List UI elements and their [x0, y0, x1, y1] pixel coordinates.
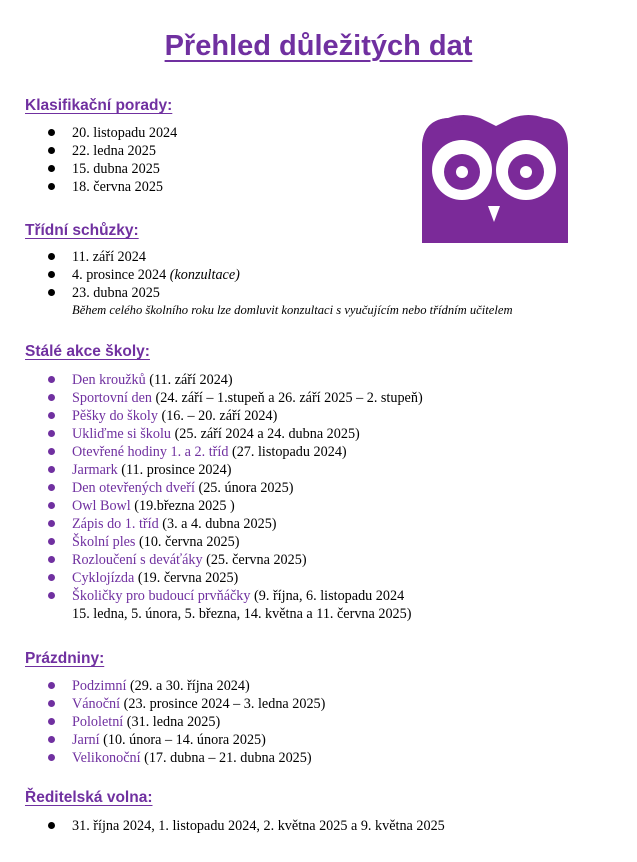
event-name: Školní ples	[72, 534, 136, 550]
event-date: (24. září – 1.stupeň a 26. září 2025 – 2. stupeň)	[152, 390, 423, 406]
list-item	[0, 695, 325, 713]
holiday-name: Vánoční	[72, 696, 121, 712]
bullet-icon	[48, 412, 55, 419]
event-date: (11. prosince 2024)	[117, 462, 232, 478]
event-name: Sportovní den	[72, 390, 152, 406]
bullet-icon	[48, 394, 55, 401]
event-date: (27. listopadu 2024)	[228, 444, 347, 460]
bullet-icon	[48, 574, 55, 581]
list-klasifikace	[0, 124, 177, 196]
event-date: (11. září 2024)	[145, 372, 233, 388]
list-item	[0, 551, 423, 569]
item-text: 15. dubna 2025	[72, 161, 160, 177]
heading-schuzky: Třídní schůzky:	[25, 222, 139, 239]
event-name: Pěšky do školy	[72, 408, 158, 424]
list-item	[0, 443, 423, 461]
item-text: 11. září 2024	[72, 249, 146, 265]
list-item	[0, 284, 513, 318]
item-note: (konzultace)	[169, 267, 240, 283]
bullet-icon	[48, 448, 55, 455]
list-item	[0, 479, 423, 497]
bullet-icon	[48, 376, 55, 383]
list-item	[0, 124, 177, 142]
event-name: Owl Bowl	[72, 498, 131, 514]
item-note: Během celého školního roku lze domluvit konzultaci s vyučujícím nebo třídním učitelem	[72, 303, 513, 317]
list-item	[0, 677, 325, 695]
event-name: Den otevřených dveří	[72, 480, 195, 496]
bullet-icon	[48, 538, 55, 545]
list-item	[0, 533, 423, 551]
bullet-icon	[48, 682, 55, 689]
list-item	[0, 497, 423, 515]
bullet-icon	[48, 502, 55, 509]
list-item	[0, 731, 325, 749]
holiday-date: (10. února – 14. února 2025)	[99, 732, 266, 748]
event-date-continued: 15. ledna, 5. února, 5. března, 14. května a 11. června 2025)	[72, 606, 412, 622]
list-akce	[0, 371, 423, 623]
list-item	[0, 160, 177, 178]
bullet-icon	[48, 736, 55, 743]
bullet-icon	[48, 700, 55, 707]
event-date: (16. – 20. září 2024)	[157, 408, 278, 424]
event-date: (25. února 2025)	[194, 480, 294, 496]
holiday-date: (23. prosince 2024 – 3. ledna 2025)	[120, 696, 326, 712]
heading-klasifikace: Klasifikační porady:	[25, 97, 173, 114]
list-item	[0, 713, 325, 731]
bullet-icon	[48, 165, 55, 172]
heading-akce: Stálé akce školy:	[25, 343, 150, 360]
list-item	[0, 178, 177, 196]
list-schuzky	[0, 248, 513, 318]
item-text: 31. října 2024, 1. listopadu 2024, 2. května 2025 a 9. května 2025	[72, 818, 445, 834]
list-item	[0, 425, 423, 443]
bullet-icon	[48, 129, 55, 136]
holiday-date: (29. a 30. října 2024)	[126, 678, 250, 694]
event-name: Zápis do 1. tříd	[72, 516, 159, 532]
item-text: 4. prosince 2024	[72, 267, 170, 283]
event-date: (25. září 2024 a 24. dubna 2025)	[171, 426, 360, 442]
bullet-icon	[48, 466, 55, 473]
list-item	[0, 248, 513, 266]
event-date: (25. června 2025)	[202, 552, 307, 568]
bullet-icon	[48, 556, 55, 563]
event-date: (9. října, 6. listopadu 2024	[250, 588, 405, 604]
bullet-icon	[48, 754, 55, 761]
bullet-icon	[48, 718, 55, 725]
event-name: Den kroužků	[72, 372, 146, 388]
holiday-name: Velikonoční	[72, 750, 141, 766]
item-text: 18. června 2025	[72, 179, 164, 195]
event-name: Školičky pro budoucí prvňáčky	[72, 588, 251, 604]
list-item	[0, 389, 423, 407]
bullet-icon	[48, 271, 55, 278]
item-text: 23. dubna 2025	[72, 285, 160, 301]
list-item	[0, 515, 423, 533]
list-item	[0, 266, 513, 284]
event-name: Ukliďme si školu	[72, 426, 172, 442]
event-date: (19. června 2025)	[134, 570, 239, 586]
owl-icon	[408, 108, 578, 248]
list-volna	[0, 817, 445, 835]
event-name: Rozloučení s deváťáky	[72, 552, 203, 568]
item-text: 20. listopadu 2024	[72, 125, 178, 141]
event-name: Cyklojízda	[72, 570, 135, 586]
event-date: (19.března 2025 )	[130, 498, 235, 514]
event-name: Otevřené hodiny 1. a 2. tříd	[72, 444, 229, 460]
holiday-date: (17. dubna – 21. dubna 2025)	[140, 750, 312, 766]
bullet-icon	[48, 183, 55, 190]
bullet-icon	[48, 484, 55, 491]
event-date: (10. června 2025)	[135, 534, 240, 550]
list-item	[0, 817, 445, 835]
list-item	[0, 749, 325, 767]
bullet-icon	[48, 592, 55, 599]
list-item	[0, 142, 177, 160]
holiday-name: Jarní	[72, 732, 100, 748]
list-item	[0, 587, 423, 623]
bullet-icon	[48, 289, 55, 296]
bullet-icon	[48, 147, 55, 154]
bullet-icon	[48, 253, 55, 260]
list-item	[0, 371, 423, 389]
holiday-name: Podzimní	[72, 678, 127, 694]
event-name: Jarmark	[72, 462, 118, 478]
bullet-icon	[48, 520, 55, 527]
bullet-icon	[48, 430, 55, 437]
bullet-icon	[48, 822, 55, 829]
list-item	[0, 407, 423, 425]
heading-prazdniny: Prázdniny:	[25, 650, 105, 667]
list-item	[0, 461, 423, 479]
page-title: Přehled důležitých dat	[164, 30, 473, 62]
item-text: 22. ledna 2025	[72, 143, 156, 159]
event-date: (3. a 4. dubna 2025)	[158, 516, 277, 532]
list-item	[0, 569, 423, 587]
heading-volna: Ředitelská volna:	[25, 789, 153, 806]
list-prazdniny	[0, 677, 325, 767]
holiday-name: Pololetní	[72, 714, 124, 730]
holiday-date: (31. ledna 2025)	[123, 714, 221, 730]
